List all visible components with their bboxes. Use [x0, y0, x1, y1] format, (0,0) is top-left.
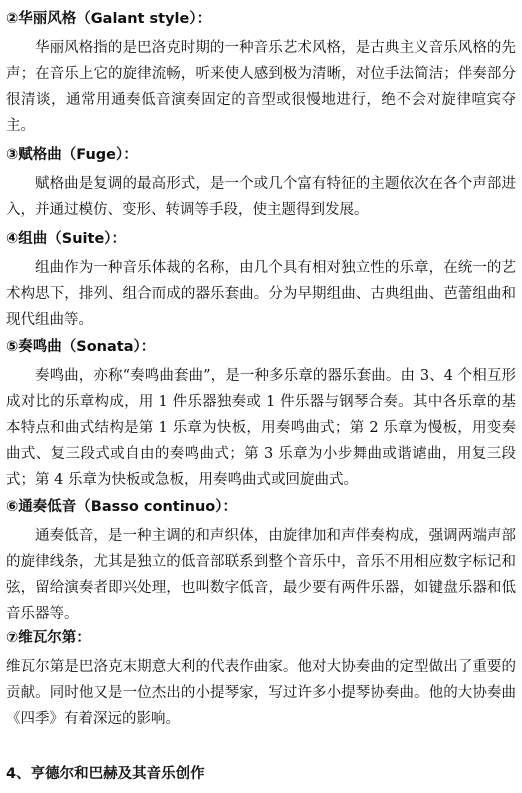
section-heading-galant: ②华丽风格（Galant style）：: [6, 11, 212, 27]
section-body-fuge: 赋格曲是复调的最高形式，是一个或几个富有特征的主题依次在各个声部进入，并通过模仿、变形、转调等手段，使主题得到发展。: [6, 176, 516, 218]
section-heading-basso-continuo: ⑥通奏低音（Basso continuo）：: [6, 499, 238, 515]
section-body-suite: 组曲作为一种音乐体裁的名称，由几个具有相对独立性的乐章，在统一的艺术构思下，排列、组合而成的器乐套曲。分为早期组曲、古典组曲、芭蕾组曲和现代组曲等。: [6, 260, 516, 328]
section-body-sonata: 奏鸣曲，亦称“奏鸣曲套曲”，是一种多乐章的器乐套曲。由 3、4 个相互形成对比的乐章构成，用 1 件乐器独奏或 1 件乐器与钢琴合奏。其中各乐章的基本特点和曲式结构是第 1 乐章为快板，用奏鸣曲式；第 2 乐章为慢板，用变奏曲式、复三段式或自由的奏鸣曲式；第 3 乐章为小步舞曲或谐谑曲，用复三段式；第 4 乐章为快板或急板，用奏鸣曲式或回旋曲式。: [6, 368, 516, 488]
section-heading-suite: ④组曲（Suite）：: [6, 231, 127, 247]
section-heading-vivaldi: ⑦维瓦尔第：: [6, 630, 91, 646]
section-heading-fuge: ③赋格曲（Fuge）：: [6, 147, 138, 163]
section-body-vivaldi: 维瓦尔第是巴洛克末期意大利的代表作曲家。他对大协奏曲的定型做出了重要的贡献。同时他又是一位杰出的小提琴家，写过许多小提琴协奏曲。他的大协奏曲《四季》有着深远的影响。: [6, 659, 516, 727]
section-body-galant: 华丽风格指的是巴洛克时期的一种音乐艺术风格，是古典主义音乐风格的先声；在音乐上它的旋律流畅，听来使人感到极为清晰，对位手法简洁；伴奏部分很清谈，通常用通奏低音演奏固定的音型或很慢地进行，绝不会对旋律喧宾夺主。: [6, 40, 516, 134]
section-heading-sonata: ⑤奏鸣曲（Sonata）：: [6, 339, 156, 355]
chapter-heading-handel-bach: 4、亨德尔和巴赫及其音乐创作: [6, 766, 205, 782]
section-body-basso-continuo: 通奏低音，是一种主调的和声织体，由旋律加和声伴奏构成，强调两端声部的旋律线条，尤其是独立的低音部联系到整个音乐中，音乐不用相应数字标记和弦，留给演奏者即兴处理，也叫数字低音，最少要有两件乐器，如键盘乐器和低音乐器等。: [6, 528, 516, 622]
